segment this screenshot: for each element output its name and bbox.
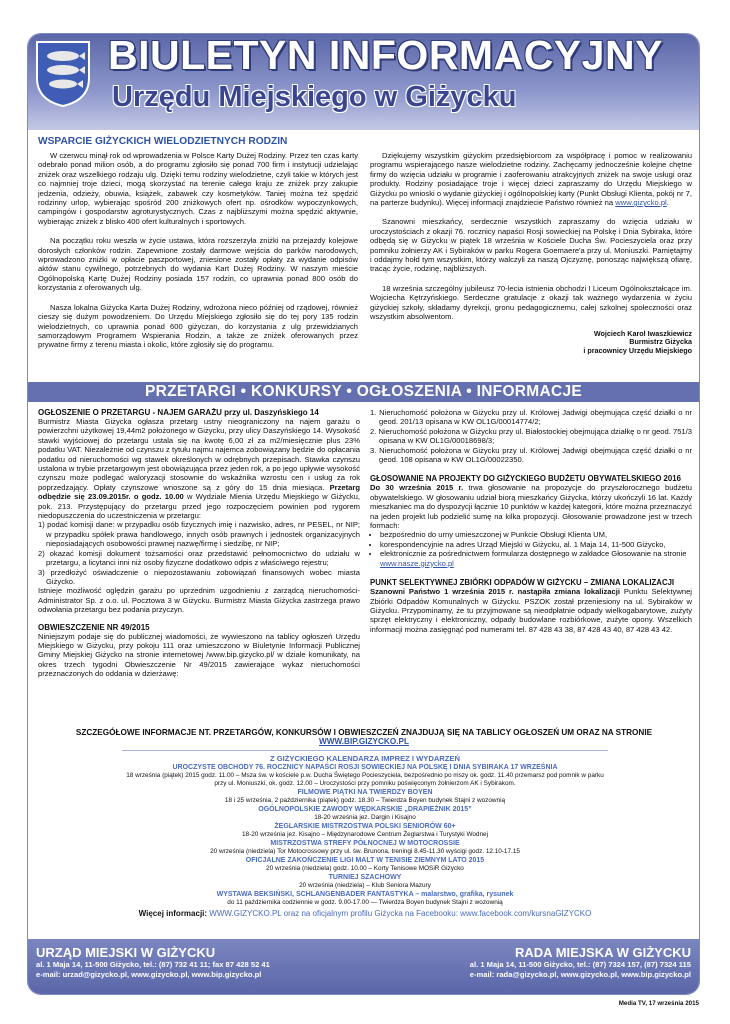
- council-name: RADA MIEJSKA W GIŻYCKU: [515, 945, 691, 960]
- tenders-column: [38, 408, 360, 679]
- event-title: UROCZYSTE OBCHODY 76. ROCZNICY NAPAŚCI ROSJI SOWIECKIEJ NA POLSKĘ I DNIA SYBIRAKA 17 WRZEŚNIA: [172, 764, 558, 771]
- calendar-event: [122, 839, 608, 856]
- calendar-event: [122, 890, 608, 907]
- event-details: 18 września (piątek) 2015 godz. 11.00 – Msza św. w kościele p.w. Ducha Świętego Pocieszyciela, bezpośrednio po mszy ok. godz. 11.40 przemarsz pod pomnik w parku przy ul. Moniuszki, ok. godz. 12.00 – Uroczystości przy pomniku poświęconym żołnierzom AK i Sybirakom.: [126, 772, 604, 787]
- waste-text: Punktu Selektywnej Zbiórki Odpadów Komunalnych w Giżycku. PSZOK został przeniesiony na ul. Sybiraków w Giżycku. Przypominamy, że tu przyjmowane są nieodpłatnie odpady wielkogabarytowe, zużyty sprzęt elektryczny i elektroniczny, odpady budowlane rozbiórkowe, zużyte opony. Wszelkich informacji można zasięgnąć pod numerami tel. 87 428 43 38, 87 428 43 40, 87 428 43 42.: [370, 587, 692, 634]
- signature: [370, 330, 692, 356]
- family-support-article: [38, 136, 693, 356]
- bulletin-page: [27, 33, 700, 995]
- notice-body: Niniejszym podaje się do publicznej wiadomości, że wywieszono na tablicy ogłoszeń Urzędu Miejskiego w Giżycku, przy pokoju 111 oraz umieszczono w Biuletynie Informacji Publicznej Gminy Miejskiej Giżycko na stronie internetowej /www.bip.gizycko.pl/ w dziale komunikaty, na okres trzech tygodni Obwieszczenie Nr 49/2015 zawierające wykaz nieruchomości przeznaczonych do oddania w dzierżawę:: [38, 631, 360, 679]
- budget-bullet: [380, 549, 692, 568]
- event-title: TURNIEJ SZACHOWY: [328, 874, 402, 881]
- event-title: OFICJALNE ZAKOŃCZENIE LIGI MALT W TENISIE ZIEMNYM LATO 2015: [245, 857, 485, 864]
- council-contact[interactable]: e-mail: rada@gizycko.pl, www.gizycko.pl, www.bip.gizycko.pl: [469, 970, 691, 979]
- calendar-event: [122, 763, 608, 788]
- footer-city-office: [36, 945, 270, 980]
- article-right-column: [370, 151, 692, 356]
- property-item: 1. Nieruchomość położona w Giżycku przy ul. Królowej Jadwigi obejmująca część działki o nr geod. 201/13 opisana w KW OL1G/00014774/2;: [370, 408, 692, 427]
- property-item: 2. Nieruchomość położona w Giżycku przy ul. Białostockiej obejmująca działkę o nr geod. 751/3 opisana w KW OL1G/00018698/3;: [370, 426, 692, 446]
- calendar-event: [122, 822, 608, 839]
- signature-role: Burmistrz Giżycka: [629, 337, 692, 347]
- budget-bullet-text: elektronicznie za pośrednictwem formularza dostępnego w zakładce Głosowanie na stronie: [380, 549, 687, 559]
- calendar-more: [122, 909, 608, 918]
- city-coat-of-arms-icon: [31, 38, 95, 108]
- budget-bullet: • korespondencyjnie na adres Urząd Miejski w Giżycku, al. 1 Maja 14, 11-500 Giżycko,: [380, 540, 692, 549]
- tender-text: Burmistrz Miasta Giżycka ogłasza przetarg ustny nieograniczony na najem garażu o powierzchni użytkowej 19,44m2 położonego w Giżycku, przy ulicy Daszyńskiego 14. Wysokość stawki wyjściowej do przetargu ustala się na kwotę 6,00 zł za m2/miesięcznie plus 23% podatku VAT. Niezależnie od czynszu z tytułu najmu najemca zobowiązany będzie do opłacania podatku od nieruchomości wg stawek określonych w odrębnych przepisach. Stawka czynszu ustalona w trybie przetargowym jest obowiązująca przez jeden rok, a po jego upływie wysokość czynszu może podlegać waloryzacji stosownie do wskaźnika wzrostu cen i usług za rok poprzedzający. Opłaty czynszowe wnoszone są z góry do 15 dnia miesiąca.: [38, 417, 360, 492]
- announcements-column: [370, 408, 692, 634]
- article-text: Dziękujemy wszystkim giżyckim przedsiębiorcom za współpracę i pomoc w realizowaniu programu wspierającego nasze wielodzietne rodziny. Zachęcamy jednocześnie kolejne chętne firmy do wzięcia udziału w programie i zaoferowaniu atrakcyjnych zniżek na swoje usługi oraz produkty. Rodziny posiadające troje i więcej dzieci zapraszamy do Urzędu Miejskiego w Giżycku po wnioski o wydanie giżyckiej i ogólnopolskiej karty (Punkt Obsługi Klienta, pokój nr 7, na parterze budynku). Więcej informacji znajdziecie Państwo również na: [370, 151, 692, 208]
- section-band: PRZETARGI • KONKURSY • OGŁOSZENIA • INFORMACJE: [28, 382, 699, 402]
- budget-link[interactable]: www.nasze.gizycko.pl: [380, 558, 454, 568]
- article-paragraph: W czerwcu minął rok od wprowadzenia w Polsce Karty Dużej Rodziny. Przez ten czas karty odebrało ponad milion osób, a do programu zgłosiło się ponad 700 firm i instytucji udzielając zniżek oraz wszelkiego rodzaju ulg. Dzięki temu rodziny wielodzietne, czyli takie w których jest co najmniej troje dzieci, mogą skorzystać na terenie całego kraju ze zniżek przy zakupie jedzenia, odzieży, obuwia, książek, zabawek czy kosmetyków. Taniej można też spędzić rodzinny urlop, wybierając spośród 200 zniżkowych ofert np. ośrodków wypoczynkowych, campingów i gospodarstw agroturystycznych. Czas z najbliższymi można spędzić aktywnie, wybierając zniżek z blisko 400 ofert kulturalnych i sportowych.: [38, 151, 358, 226]
- budget-bullets: [370, 530, 692, 568]
- office-address: al. 1 Maja 14, 11-500 Giżycko, tel.: (87) 732 41 11; fax 87 428 52 41: [36, 960, 270, 969]
- event-details: 20 września (niedziela) Tor Motocrossowy przy ul. św. Brunona, treningi 8.45-11.30 wyścigi godz. 12.10-17.15: [210, 848, 520, 855]
- calendar-title: Z GIŻYCKIEGO KALENDARZA IMPREZ I WYDARZEŃ: [270, 754, 460, 763]
- budget-bullet: • bezpośrednio do urny umieszczonej w Punkcie Obsługi Klienta UM,: [380, 530, 692, 539]
- article-paragraph: Dziękujemy wszystkim giżyckim przedsiębiorcom za współpracę i pomoc w realizowaniu programu wspierającego nasze wielodzietne rodziny. Zachęcamy jednocześnie kolejne chętne firmy do wzięcia udziału w programie i zaoferowaniu atrakcyjnych zniżek na swoje usługi oraz produkty. Rodziny posiadające troje i więcej dzieci zapraszamy do Urzędu Miejskiego w Giżycku po wnioski o wydanie giżyckiej i ogólnopolskiej karty (Punkt Obsługi Klienta, pokój nr 7, na parterze budynku). Więcej informacji znajdziecie Państwo również na www.gizycko.pl.: [370, 151, 692, 208]
- waste-body: [370, 587, 692, 634]
- calendar-event: [122, 805, 608, 822]
- article-paragraph: Nasza lokalna Giżycka Karta Dużej Rodziny, wdrożona nieco później od rządowej, również cieszy się dużym powodzeniem. Do Urzędu Miejskiego zgłosiło się do tej pory 135 rodzin wielodzietnych, co uprawnia ponad 600 giżyczan, do korzystania z ulg przewidzianych samorządowym Programem Wspierania Rodzin, a także ze zniżek oferowanych przez prywatne firmy z terenu miasta i okolic, które zgłosiły się do programu.: [38, 302, 358, 350]
- gizycko-link[interactable]: www.gizycko.pl: [615, 198, 667, 208]
- details-note: [34, 728, 694, 746]
- article-paragraph: Szanowni mieszkańcy, serdecznie wszystkich zapraszamy do wzięcia udziału w uroczystościach z okazji 76. rocznicy napaści Rosji sowieckiej na Polskę i Dnia Sybiraka, które odbędą się w Giżycku w piątek 18 września w Kościele Ducha Św. Pocieszyciela oraz przy pomniku żołnierzy AK i Sybiraków w parku Rogera Goemaere'a przy ul. Moniuszki. Pamiętajmy i oddajmy hołd tym wszystkim, którzy walczyli za naszą Ojczyznę, ponosząc największą ofiarę, tracąc życie, rodzinę, najbliższych.: [370, 217, 692, 274]
- budget-body: [370, 483, 692, 530]
- event-title: WYSTAWA BEKSIŃSKI, SCHLANGENBADER FANTASTYKA – malarstwo, grafika, rysunek: [216, 891, 514, 898]
- budget-heading: GŁOSOWANIE NA PROJEKTY DO GIŻYCKIEGO BUDŻETU OBYWATELSKIEGO 2016: [370, 474, 681, 484]
- event-details: 20 września (niedziela) – Klub Seniora Mazury: [299, 882, 431, 889]
- waste-heading: PUNKT SELEKTYWNEJ ZBIÓRKI ODPADÓW W GIŻYCKU – ZMIANA LOKALIZACJI: [370, 578, 675, 588]
- tender-item: 2) okazać komisji dokument tożsamości oraz przedstawić pełnomocnictwo do udziału w przetargu, a licytanci inni niż osoby fizyczne dodatkowo odpis z właściwego rejestru;: [38, 548, 360, 568]
- footer: [28, 939, 699, 994]
- details-note-text: SZCZEGÓŁOWE INFORMACJE NT. PRZETARGÓW, KONKURSÓW I OBWIESZCZEŃ ZNAJDUJĄ SIĘ NA TABLICY OGŁOSZEŃ UM ORAZ NA STRONIE: [75, 728, 653, 737]
- masthead: [28, 34, 699, 130]
- article-heading: WSPARCIE GIŻYCKICH WIELODZIETNYCH RODZIN: [38, 136, 288, 147]
- council-address: al. 1 Maja 14, 11-500 Giżycko, tel.: (87) 7324 157, (87) 7324 115: [469, 960, 691, 969]
- bip-link[interactable]: WWW.BIP.GIZYCKO.PL: [319, 737, 409, 746]
- article-paragraph: 18 września szczególny jubileusz 70-lecia istnienia obchodzi I Liceum Ogólnokształcące im. Wojciecha Kętrzyńskiego. Serdeczne gratulacje z okazji tak ważnego wydarzenia w życiu giżyckiej szkoły, składamy dyrekcji, gronu pedagogicznemu, całej szkolnej społeczności oraz wszystkim absolwentom.: [370, 283, 692, 322]
- event-details: 20 września (niedziela) godz. 10.00 – Korty Tenisowe MOSiR Giżycko: [266, 865, 464, 872]
- event-details: 18-20 września jez. Kisajno – Międzynarodowe Centrum Żeglarstwa i Turystyki Wodnej: [241, 831, 489, 838]
- event-details: do 11 października codziennie w godz. 9.00-17.00 — Twierdza Boyen budynek Stajni z wozownią: [227, 899, 503, 906]
- tender-item: 1) podać komisji dane: w przypadku osób fizycznych imię i nazwisko, adres, nr PESEL, nr NIP; w przypadku spółek prawa handlowego, innych osób prawnych i jednostek organizacyjnych nieposiadających osobowości prawnej nazwę/firmę i siedzibę, nr NIP;: [38, 520, 360, 549]
- office-name: URZĄD MIEJSKI W GIŻYCKU: [36, 945, 216, 960]
- calendar-event: [122, 856, 608, 873]
- tender-heading: OGŁOSZENIE O PRZETARGU - NAJEM GARAŻU przy ul. Daszyńskiego 14: [38, 408, 319, 417]
- signature-staff: i pracownicy Urzędu Miejskiego: [583, 346, 692, 356]
- property-item: 3. Nieruchomość położona w Giżycku przy ul. Królowej Jadwigi obejmująca część działki o nr geod. 108 opisana w KW OL1G/00022350.: [370, 445, 692, 465]
- signature-name: Wojciech Karol Iwaszkiewicz: [593, 328, 692, 338]
- article-left-column: [38, 151, 358, 350]
- bulletin-title: BIULETYN INFORMACYJNY: [108, 33, 663, 78]
- calendar-event: [122, 788, 608, 805]
- office-contact[interactable]: e-mail: urzad@gizycko.pl, www.gizycko.pl, www.bip.gizycko.pl: [36, 970, 262, 979]
- event-title: OGÓLNOPOLSKIE ZAWODY WĘDKARSKIE „DRAPIEŻNIK 2015”: [258, 806, 472, 813]
- waste-lead: Szanowni Państwo 1 września 2015 r. nastąpiła zmiana lokalizacji: [370, 587, 620, 597]
- footer-city-council: [470, 945, 691, 980]
- tender-item: 3) przedłożyć oświadczenie o niepozostawaniu zobowiązań finansowych wobec miasta Giżycko.: [38, 567, 360, 586]
- more-label: Więcej informacji:: [138, 909, 208, 918]
- notice-heading: OBWIESZCZENIE NR 49/2015: [38, 622, 150, 632]
- bulletin-subtitle: Urzędu Miejskiego w Giżycku: [112, 81, 517, 113]
- publication-credit: Media TV, 17 września 2015: [618, 1000, 699, 1007]
- event-details: 18-20 września jez. Dargin i Kisajno: [314, 814, 416, 821]
- event-title: MISTRZOSTWA STREFY PÓŁNOCNEJ W MOTOCROSSIE: [270, 840, 460, 847]
- event-details: 18 i 25 września, 2 października (piątek) godz. 18.30 – Twierdza Boyen budynek Stajni z wozownią: [224, 797, 506, 804]
- budget-text: trwa głosowanie na propozycje do przyszłorocznego budżetu obywatelskiego. W głosowaniu udział biorą mieszkańcy Giżycka, którzy ukończyli 16 lat. Każdy mieszkaniec ma do dyspozycji łącznie 10 punktów w każdej kategorii, które można przeznaczyć na jeden projekt lub podzielić sumę na kilka propozycji. Głosowanie prowadzone jest w trzech formach:: [370, 483, 692, 531]
- article-paragraph: Na początku roku weszła w życie ustawa, która rozszerzyła zniżki na przejazdy kolejowe dorosłych członków rodzin. Zapewnione zostały darmowe wejścia do parków narodowych, wprowadzono zniżki w opłacie paszportowej, zniesione zostały opłaty za wydanie odpisów aktów stanu cywilnego, potrzebnych do wydania Kart Dużej Rodziny. W naszym mieście Ogólnopolską Kartę Dużej Rodziny posiada 157 rodzin, co uprawnia ponad 800 osób do korzystania z oferowanych ulg.: [38, 236, 358, 293]
- events-calendar: [122, 750, 608, 918]
- tender-date: Przetarg odbędzie się 23.09.2015r. o godz. 10.00: [38, 482, 360, 502]
- calendar-event: [122, 873, 608, 890]
- budget-lead: Do 30 września 2015 r.: [370, 483, 464, 493]
- event-title: ŻEGLARSKIE MISTRZOSTWA POLSKI SENIORÓW 60+: [274, 823, 456, 830]
- event-title: FILMOWE PIĄTKI NA TWIERDZY BOYEN: [297, 789, 433, 796]
- tender-text: w Wydziale Mienia Urzędu Miejskiego w Giżycku, pok. 213. Przystępujący do przetargu przed jego rozpoczęciem powinien pod rygorem niedopuszczenia do uczestniczenia w przetargu:: [38, 492, 360, 521]
- tender-footer: Istnieje możliwość oględzin garażu po uprzednim uzgodnieniu z zarządcą nieruchomości- Administrator Sp. z o.o. ul. Pocztowa 3 w Giżycku. Burmistrz Miasta Giżycka zastrzega prawo odwołania przetargu bez podania przyczyn.: [38, 586, 360, 615]
- tender-body: [38, 417, 360, 520]
- more-links[interactable]: WWW.GIZYCKO.PL oraz na oficjalnym profilu Giżycka na Facebooku: www.facebook.com/kursnaGIZYCKO: [209, 909, 592, 918]
